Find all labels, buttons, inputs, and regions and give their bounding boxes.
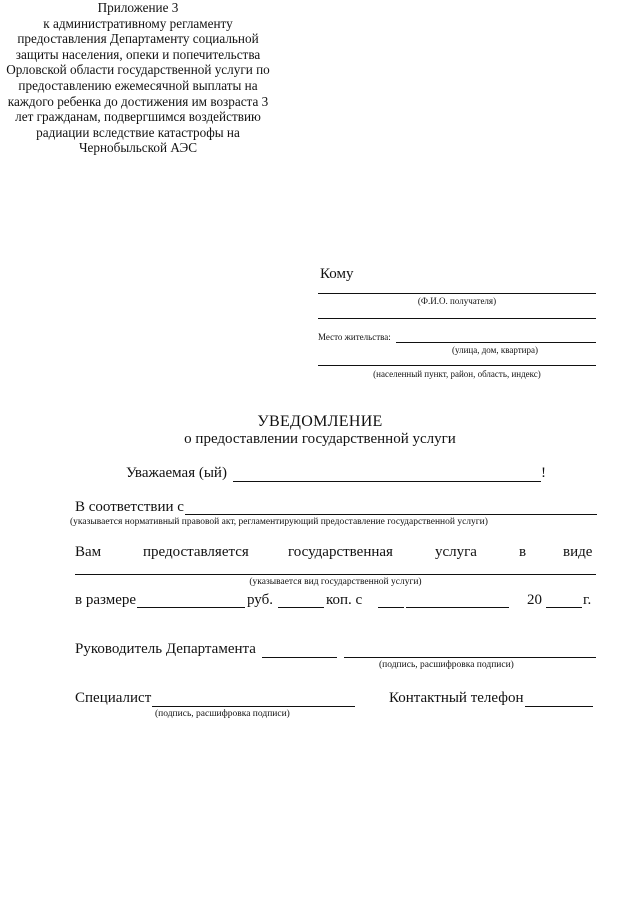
year-field[interactable] bbox=[546, 607, 582, 608]
notice-subtitle: о предоставлении государственной услуги bbox=[184, 431, 456, 447]
word-vam: Вам bbox=[75, 544, 102, 560]
appendix-line: лет гражданам, подвергшимся воздействию bbox=[15, 109, 261, 125]
appendix-line: каждого ребенка до достижения им возраста 3 bbox=[7, 93, 269, 109]
amount-prefix: в размере bbox=[75, 592, 137, 608]
appendix-line: Приложение 3 bbox=[97, 0, 179, 15]
word-form: виде bbox=[563, 544, 593, 560]
notice-title: УВЕДОМЛЕНИЕ bbox=[257, 413, 383, 430]
year-label: 20 bbox=[527, 592, 542, 608]
word-in: в bbox=[519, 544, 527, 560]
head-signature-field[interactable] bbox=[262, 657, 337, 658]
word-provided: предоставляется bbox=[143, 544, 249, 560]
appendix-line: защиты населения, опеки и попечительства bbox=[15, 46, 261, 62]
locality-field[interactable] bbox=[318, 365, 596, 366]
rubles-field[interactable] bbox=[137, 607, 245, 608]
appendix-line: предоставления Департаменту социальной bbox=[17, 31, 259, 47]
street-field[interactable] bbox=[396, 342, 596, 343]
month-field[interactable] bbox=[406, 607, 509, 608]
greeting-label: Уважаемая (ый) bbox=[126, 465, 227, 481]
specialist-signature-field[interactable] bbox=[152, 706, 355, 707]
fio-field[interactable] bbox=[318, 293, 596, 294]
phone-field[interactable] bbox=[525, 706, 593, 707]
appendix-line: Чернобыльской АЭС bbox=[78, 140, 198, 156]
accordance-label: В соответствии с bbox=[75, 499, 184, 515]
specialist-label: Специалист bbox=[75, 690, 152, 706]
appendix-line: радиации вследствие катастрофы на bbox=[36, 124, 240, 140]
street-hint: (улица, дом, квартира) bbox=[452, 345, 538, 355]
phone-label: Контактный телефон bbox=[389, 690, 524, 706]
fio-field-extra[interactable] bbox=[318, 318, 596, 319]
rub-label: руб. bbox=[247, 592, 273, 608]
service-hint: (указывается вид государственной услуги) bbox=[249, 577, 422, 587]
year-suffix: г. bbox=[583, 592, 592, 608]
locality-hint: (населенный пункт, район, область, индекс) bbox=[373, 369, 541, 379]
word-state: государственная bbox=[288, 544, 393, 560]
day-field[interactable] bbox=[378, 607, 404, 608]
head-label: Руководитель Департамента bbox=[75, 641, 256, 657]
word-service: услуга bbox=[435, 544, 477, 560]
specialist-hint: (подпись, расшифровка подписи) bbox=[155, 709, 290, 719]
to-label: Кому bbox=[320, 266, 354, 282]
fio-hint: (Ф.И.О. получателя) bbox=[417, 296, 497, 306]
residence-label: Место жительства: bbox=[318, 332, 391, 342]
appendix-line: предоставлению ежемесячной выплаты на bbox=[18, 77, 258, 93]
greeting-end: ! bbox=[541, 465, 546, 481]
appendix-line: Орловской области государственной услуги по bbox=[6, 62, 270, 78]
appendix-line: к административному регламенту bbox=[43, 15, 233, 31]
head-hint: (подпись, расшифровка подписи) bbox=[379, 660, 514, 670]
head-name-field[interactable] bbox=[344, 657, 596, 658]
addressee-field[interactable] bbox=[233, 481, 541, 482]
kopecks-field[interactable] bbox=[278, 607, 324, 608]
appendix-header bbox=[0, 0, 276, 156]
legal-act-field[interactable] bbox=[185, 514, 597, 515]
service-type-field[interactable] bbox=[75, 574, 596, 575]
accordance-hint: (указывается нормативный правовой акт, регламентирующий предоставление государственной услуги) bbox=[70, 517, 488, 527]
kop-label: коп. с bbox=[326, 592, 363, 608]
